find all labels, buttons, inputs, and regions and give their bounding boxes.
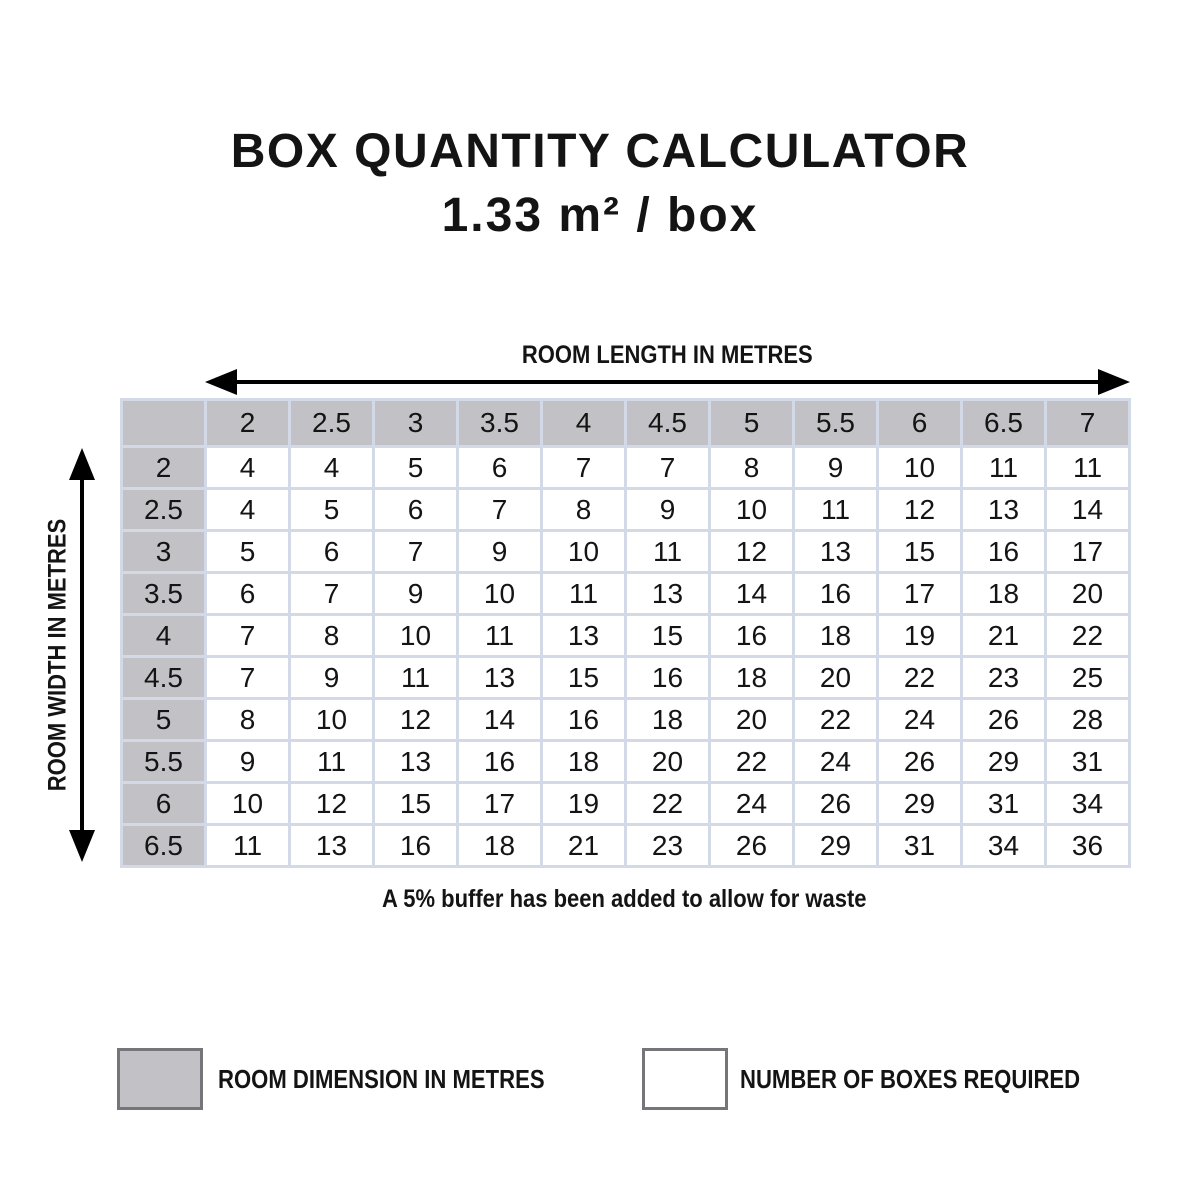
- value-cell: 14: [710, 573, 794, 615]
- value-cell: 11: [794, 489, 878, 531]
- buffer-footnote: A 5% buffer has been added to allow for waste: [381, 885, 867, 913]
- value-cell: 14: [458, 699, 542, 741]
- value-cell: 10: [878, 447, 962, 489]
- value-cell: 14: [1046, 489, 1130, 531]
- value-cell: 6: [458, 447, 542, 489]
- value-cell: 15: [542, 657, 626, 699]
- box-quantity-table-container: [120, 398, 1131, 868]
- room-width-double-arrow-icon: [69, 448, 95, 862]
- value-cell: 31: [878, 825, 962, 867]
- value-cell: 23: [626, 825, 710, 867]
- value-cell: 13: [290, 825, 374, 867]
- value-cell: 12: [710, 531, 794, 573]
- value-cell: 34: [1046, 783, 1130, 825]
- legend-label-boxes-required: NUMBER OF BOXES REQUIRED: [740, 1064, 1081, 1094]
- value-cell: 5: [374, 447, 458, 489]
- value-cell: 16: [710, 615, 794, 657]
- value-cell: 28: [1046, 699, 1130, 741]
- value-cell: 26: [710, 825, 794, 867]
- value-cell: 15: [374, 783, 458, 825]
- value-cell: 5: [290, 489, 374, 531]
- value-cell: 26: [878, 741, 962, 783]
- table-row: [122, 741, 1130, 783]
- arrow-down-head-icon: [69, 830, 95, 862]
- value-cell: 11: [626, 531, 710, 573]
- column-header-cell: 6.5: [962, 400, 1046, 447]
- value-cell: 17: [1046, 531, 1130, 573]
- box-quantity-table: [120, 398, 1131, 868]
- value-cell: 8: [290, 615, 374, 657]
- value-cell: 8: [542, 489, 626, 531]
- value-cell: 24: [710, 783, 794, 825]
- value-cell: 29: [794, 825, 878, 867]
- table-row: [122, 531, 1130, 573]
- value-cell: 7: [206, 657, 290, 699]
- value-cell: 8: [206, 699, 290, 741]
- column-header-row: [122, 400, 1130, 447]
- room-length-double-arrow-icon: [205, 369, 1130, 395]
- row-header-cell: 6.5: [122, 825, 206, 867]
- column-header-cell: 7: [1046, 400, 1130, 447]
- value-cell: 11: [290, 741, 374, 783]
- value-cell: 18: [710, 657, 794, 699]
- value-cell: 8: [710, 447, 794, 489]
- value-cell: 9: [206, 741, 290, 783]
- legend-label-room-dimension: ROOM DIMENSION IN METRES: [218, 1064, 545, 1094]
- value-cell: 22: [710, 741, 794, 783]
- table-row: [122, 615, 1130, 657]
- row-header-cell: 6: [122, 783, 206, 825]
- table-row: [122, 783, 1130, 825]
- value-cell: 36: [1046, 825, 1130, 867]
- value-cell: 6: [206, 573, 290, 615]
- value-cell: 20: [794, 657, 878, 699]
- value-cell: 21: [962, 615, 1046, 657]
- arrow-right-head-icon: [1098, 369, 1130, 395]
- value-cell: 10: [710, 489, 794, 531]
- table-row: [122, 825, 1130, 867]
- value-cell: 29: [962, 741, 1046, 783]
- table-row: [122, 447, 1130, 489]
- value-cell: 11: [962, 447, 1046, 489]
- row-header-cell: 2.5: [122, 489, 206, 531]
- value-cell: 9: [458, 531, 542, 573]
- arrow-shaft: [221, 380, 1114, 384]
- value-cell: 7: [542, 447, 626, 489]
- value-cell: 13: [458, 657, 542, 699]
- value-cell: 13: [962, 489, 1046, 531]
- legend-swatch-boxes-required: [642, 1048, 728, 1110]
- value-cell: 25: [1046, 657, 1130, 699]
- column-header-cell: 3.5: [458, 400, 542, 447]
- row-header-cell: 5.5: [122, 741, 206, 783]
- value-cell: 22: [1046, 615, 1130, 657]
- room-length-axis-label: ROOM LENGTH IN METRES: [522, 341, 813, 369]
- column-header-cell: 3: [374, 400, 458, 447]
- value-cell: 13: [374, 741, 458, 783]
- column-header-cell: 5: [710, 400, 794, 447]
- value-cell: 12: [290, 783, 374, 825]
- value-cell: 15: [878, 531, 962, 573]
- value-cell: 12: [374, 699, 458, 741]
- value-cell: 16: [374, 825, 458, 867]
- value-cell: 7: [458, 489, 542, 531]
- value-cell: 7: [290, 573, 374, 615]
- value-cell: 18: [794, 615, 878, 657]
- value-cell: 9: [374, 573, 458, 615]
- value-cell: 10: [542, 531, 626, 573]
- value-cell: 13: [542, 615, 626, 657]
- value-cell: 10: [206, 783, 290, 825]
- column-header-cell: 2.5: [290, 400, 374, 447]
- box-table-body: [122, 447, 1130, 867]
- value-cell: 13: [794, 531, 878, 573]
- value-cell: 11: [458, 615, 542, 657]
- value-cell: 19: [878, 615, 962, 657]
- value-cell: 6: [374, 489, 458, 531]
- value-cell: 17: [458, 783, 542, 825]
- value-cell: 7: [206, 615, 290, 657]
- table-row: [122, 489, 1130, 531]
- value-cell: 22: [794, 699, 878, 741]
- value-cell: 31: [962, 783, 1046, 825]
- value-cell: 16: [542, 699, 626, 741]
- column-header-cell: 4: [542, 400, 626, 447]
- value-cell: 34: [962, 825, 1046, 867]
- value-cell: 23: [962, 657, 1046, 699]
- value-cell: 16: [962, 531, 1046, 573]
- value-cell: 15: [626, 615, 710, 657]
- value-cell: 29: [878, 783, 962, 825]
- value-cell: 6: [290, 531, 374, 573]
- value-cell: 9: [626, 489, 710, 531]
- value-cell: 17: [878, 573, 962, 615]
- value-cell: 4: [206, 447, 290, 489]
- table-row: [122, 657, 1130, 699]
- row-header-cell: 2: [122, 447, 206, 489]
- table-row: [122, 699, 1130, 741]
- value-cell: 7: [374, 531, 458, 573]
- value-cell: 24: [794, 741, 878, 783]
- column-header-cell: 2: [206, 400, 290, 447]
- corner-cell: [122, 400, 206, 447]
- row-header-cell: 3: [122, 531, 206, 573]
- room-width-axis-label: ROOM WIDTH IN METRES: [43, 518, 72, 792]
- value-cell: 22: [626, 783, 710, 825]
- page-title: BOX QUANTITY CALCULATOR: [230, 125, 970, 178]
- page-subtitle: 1.33 m² / box: [441, 189, 759, 242]
- value-cell: 16: [794, 573, 878, 615]
- value-cell: 5: [206, 531, 290, 573]
- value-cell: 19: [542, 783, 626, 825]
- value-cell: 18: [458, 825, 542, 867]
- column-header-cell: 4.5: [626, 400, 710, 447]
- value-cell: 16: [626, 657, 710, 699]
- value-cell: 16: [458, 741, 542, 783]
- value-cell: 26: [962, 699, 1046, 741]
- value-cell: 20: [626, 741, 710, 783]
- value-cell: 11: [542, 573, 626, 615]
- value-cell: 10: [374, 615, 458, 657]
- table-row: [122, 573, 1130, 615]
- value-cell: 18: [962, 573, 1046, 615]
- value-cell: 9: [290, 657, 374, 699]
- value-cell: 11: [1046, 447, 1130, 489]
- legend-swatch-room-dimension: [117, 1048, 203, 1110]
- value-cell: 26: [794, 783, 878, 825]
- value-cell: 21: [542, 825, 626, 867]
- value-cell: 7: [626, 447, 710, 489]
- value-cell: 18: [542, 741, 626, 783]
- value-cell: 20: [710, 699, 794, 741]
- value-cell: 13: [626, 573, 710, 615]
- arrow-shaft: [80, 464, 84, 846]
- value-cell: 10: [290, 699, 374, 741]
- value-cell: 24: [878, 699, 962, 741]
- value-cell: 10: [458, 573, 542, 615]
- row-header-cell: 4.5: [122, 657, 206, 699]
- value-cell: 4: [206, 489, 290, 531]
- column-header-cell: 6: [878, 400, 962, 447]
- value-cell: 11: [206, 825, 290, 867]
- row-header-cell: 4: [122, 615, 206, 657]
- column-header-cell: 5.5: [794, 400, 878, 447]
- value-cell: 9: [794, 447, 878, 489]
- value-cell: 18: [626, 699, 710, 741]
- value-cell: 11: [374, 657, 458, 699]
- value-cell: 31: [1046, 741, 1130, 783]
- row-header-cell: 5: [122, 699, 206, 741]
- value-cell: 22: [878, 657, 962, 699]
- value-cell: 20: [1046, 573, 1130, 615]
- value-cell: 4: [290, 447, 374, 489]
- row-header-cell: 3.5: [122, 573, 206, 615]
- value-cell: 12: [878, 489, 962, 531]
